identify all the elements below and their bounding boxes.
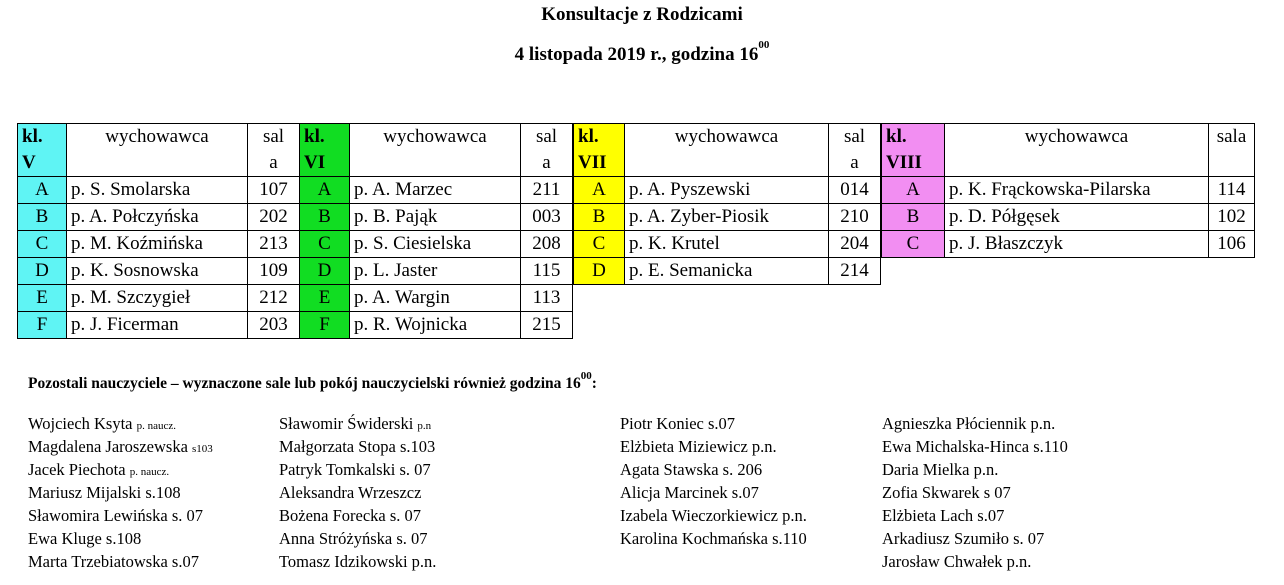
teacher-entry: Aleksandra Wrzeszcz — [279, 483, 422, 502]
table-row — [300, 312, 573, 339]
teacher-entry: Karolina Kochmańska s.110 — [620, 529, 807, 548]
room-number: 212 — [248, 285, 300, 312]
table-row — [882, 204, 1255, 231]
class-letter: A — [18, 177, 67, 204]
teacher-entry: Jarosław Chwałek p.n. — [882, 552, 1032, 571]
table-row — [300, 285, 573, 312]
room-number: 102 — [1209, 204, 1255, 231]
teacher-name: p. A. Marzec — [350, 177, 521, 204]
table-row — [18, 258, 300, 285]
teacher-entry: Izabela Wieczorkiewicz p.n. — [620, 506, 807, 525]
class-letter: B — [882, 204, 945, 231]
room-number: 210 — [829, 204, 881, 231]
list-item — [279, 504, 436, 527]
list-item — [882, 527, 1068, 550]
teacher-list-column — [279, 412, 436, 573]
teacher-entry: Ewa Michalska-Hinca s.110 — [882, 437, 1068, 456]
class-level-header: kl. VI — [300, 124, 350, 177]
list-item — [620, 527, 807, 550]
table-row — [882, 231, 1255, 258]
date-line: 4 listopada 2019 r., godzina $16^{00}$ — [514, 39, 770, 65]
room-number: 203 — [248, 312, 300, 339]
class-viii-table — [881, 123, 1255, 258]
list-item — [28, 504, 213, 527]
class-letter: C — [18, 231, 67, 258]
teacher-entry: Daria Mielka p.n. — [882, 460, 999, 479]
teacher-name: p. A. Zyber-Piosik — [625, 204, 829, 231]
list-item — [882, 458, 1068, 481]
room-header: sal a — [248, 124, 300, 177]
room-header: sal a — [829, 124, 881, 177]
teacher-entry: Magdalena Jaroszewska — [28, 437, 188, 456]
class-letter: E — [300, 285, 350, 312]
class-vi-table — [299, 123, 573, 339]
class-letter: A — [300, 177, 350, 204]
list-item — [279, 458, 436, 481]
table-row — [18, 204, 300, 231]
list-item — [28, 527, 213, 550]
room-number: 208 — [521, 231, 573, 258]
teacher-entry: Jacek Piechota — [28, 460, 126, 479]
teacher-entry: Sławomir Świderski — [279, 414, 414, 433]
teacher-name: p. E. Semanicka — [625, 258, 829, 285]
list-item — [620, 504, 807, 527]
teacher-header: wychowawca — [67, 124, 248, 177]
list-item — [28, 481, 213, 504]
room-number: 014 — [829, 177, 881, 204]
class-letter: C — [574, 231, 625, 258]
teacher-entry: Bożena Forecka s. 07 — [279, 506, 422, 525]
list-item — [28, 412, 213, 435]
list-item — [882, 550, 1068, 573]
room-number: 202 — [248, 204, 300, 231]
teacher-name: p. K. Krutel — [625, 231, 829, 258]
list-item — [882, 504, 1068, 527]
teacher-list-column — [882, 412, 1068, 573]
teacher-name: p. L. Jaster — [350, 258, 521, 285]
list-item — [882, 481, 1068, 504]
room-number: 204 — [829, 231, 881, 258]
class-letter: C — [882, 231, 945, 258]
room-number: 215 — [521, 312, 573, 339]
room-number: 213 — [248, 231, 300, 258]
list-item — [279, 435, 436, 458]
table-row — [18, 285, 300, 312]
room-note: p.n — [417, 420, 432, 432]
room-note: p. naucz. — [136, 420, 177, 432]
teacher-name: p. S. Smolarska — [67, 177, 248, 204]
table-row — [18, 177, 300, 204]
list-item — [279, 412, 436, 435]
room-note: s103 — [192, 443, 213, 455]
list-item — [279, 527, 436, 550]
table-header-row — [574, 124, 881, 177]
list-item — [620, 481, 807, 504]
class-letter: F — [18, 312, 67, 339]
class-letter: D — [300, 258, 350, 285]
list-item — [279, 550, 436, 573]
teacher-entry: Alicja Marcinek s.07 — [620, 483, 759, 502]
list-item — [28, 458, 213, 481]
teacher-entry: Anna Stróżyńska s. 07 — [279, 529, 428, 548]
teacher-list-column — [620, 412, 807, 550]
room-number: 003 — [521, 204, 573, 231]
teacher-header: wychowawca — [625, 124, 829, 177]
teacher-entry: Elżbieta Lach s.07 — [882, 506, 1005, 525]
teacher-name: p. M. Koźmińska — [67, 231, 248, 258]
other-teachers-title: Pozostali nauczyciele – wyznaczone sale lub pokój nauczycielski również godzina $16^{00}$: — [28, 370, 597, 392]
list-item — [279, 481, 436, 504]
class-letter: D — [574, 258, 625, 285]
table-row — [18, 312, 300, 339]
table-row — [300, 258, 573, 285]
class-v-table — [17, 123, 300, 339]
teacher-name: p. A. Połczyńska — [67, 204, 248, 231]
class-letter: F — [300, 312, 350, 339]
list-item — [620, 435, 807, 458]
teacher-header: wychowawca — [945, 124, 1209, 177]
teacher-entry: Tomasz Idzikowski p.n. — [279, 552, 437, 571]
list-item — [620, 458, 807, 481]
list-item — [28, 435, 213, 458]
room-header: sal a — [521, 124, 573, 177]
class-letter: A — [574, 177, 625, 204]
page-title: Konsultacje z Rodzicami — [541, 4, 743, 25]
table-row — [18, 231, 300, 258]
list-item — [620, 412, 807, 435]
class-vii-table — [573, 123, 881, 285]
table-row — [300, 177, 573, 204]
room-number: 115 — [521, 258, 573, 285]
table-row — [300, 204, 573, 231]
teacher-name: p. A. Wargin — [350, 285, 521, 312]
teacher-entry: Zofia Skwarek s 07 — [882, 483, 1011, 502]
room-number: 114 — [1209, 177, 1255, 204]
room-number: 214 — [829, 258, 881, 285]
class-level-header: kl. VIII — [882, 124, 945, 177]
teacher-name: p. D. Półgęsek — [945, 204, 1209, 231]
class-letter: B — [300, 204, 350, 231]
room-number: 211 — [521, 177, 573, 204]
teacher-name: p. K. Frąckowska-Pilarska — [945, 177, 1209, 204]
class-letter: B — [18, 204, 67, 231]
table-header-row — [300, 124, 573, 177]
teacher-entry: Agnieszka Płóciennik p.n. — [882, 414, 1056, 433]
teacher-entry: Ewa Kluge s.108 — [28, 529, 142, 548]
table-row — [574, 204, 881, 231]
teacher-list-column — [28, 412, 213, 573]
teacher-name: p. M. Szczygieł — [67, 285, 248, 312]
table-row — [574, 258, 881, 285]
teacher-name: p. J. Błaszczyk — [945, 231, 1209, 258]
teacher-entry: Elżbieta Miziewicz p.n. — [620, 437, 777, 456]
table-header-row — [882, 124, 1255, 177]
teacher-name: p. K. Sosnowska — [67, 258, 248, 285]
class-level-header: kl. V — [18, 124, 67, 177]
teacher-entry: Piotr Koniec s.07 — [620, 414, 736, 433]
room-number: 107 — [248, 177, 300, 204]
class-letter: A — [882, 177, 945, 204]
table-row — [574, 177, 881, 204]
teacher-name: p. A. Pyszewski — [625, 177, 829, 204]
class-letter: C — [300, 231, 350, 258]
room-number: 113 — [521, 285, 573, 312]
teacher-entry: Arkadiusz Szumiło s. 07 — [882, 529, 1045, 548]
teacher-entry: Sławomira Lewińska s. 07 — [28, 506, 204, 525]
class-letter: D — [18, 258, 67, 285]
table-row — [882, 177, 1255, 204]
class-letter: E — [18, 285, 67, 312]
teacher-entry: Wojciech Ksyta — [28, 414, 133, 433]
teacher-name: p. B. Pająk — [350, 204, 521, 231]
teacher-entry: Agata Stawska s. 206 — [620, 460, 763, 479]
room-number: 109 — [248, 258, 300, 285]
table-row — [300, 231, 573, 258]
teacher-entry: Mariusz Mijalski s.108 — [28, 483, 181, 502]
teacher-entry: Marta Trzebiatowska s.07 — [28, 552, 199, 571]
class-letter: B — [574, 204, 625, 231]
class-level-header: kl. VII — [574, 124, 625, 177]
teacher-entry: Małgorzata Stopa s.103 — [279, 437, 436, 456]
room-note: p. naucz. — [129, 466, 170, 478]
list-item — [882, 412, 1068, 435]
list-item — [882, 435, 1068, 458]
teacher-name: p. J. Ficerman — [67, 312, 248, 339]
teacher-name: p. S. Ciesielska — [350, 231, 521, 258]
room-header: sala — [1209, 124, 1255, 177]
room-number: 106 — [1209, 231, 1255, 258]
table-header-row — [18, 124, 300, 177]
table-row — [574, 231, 881, 258]
teacher-entry: Patryk Tomkalski s. 07 — [279, 460, 431, 479]
teacher-header: wychowawca — [350, 124, 521, 177]
list-item — [28, 550, 213, 573]
teacher-name: p. R. Wojnicka — [350, 312, 521, 339]
